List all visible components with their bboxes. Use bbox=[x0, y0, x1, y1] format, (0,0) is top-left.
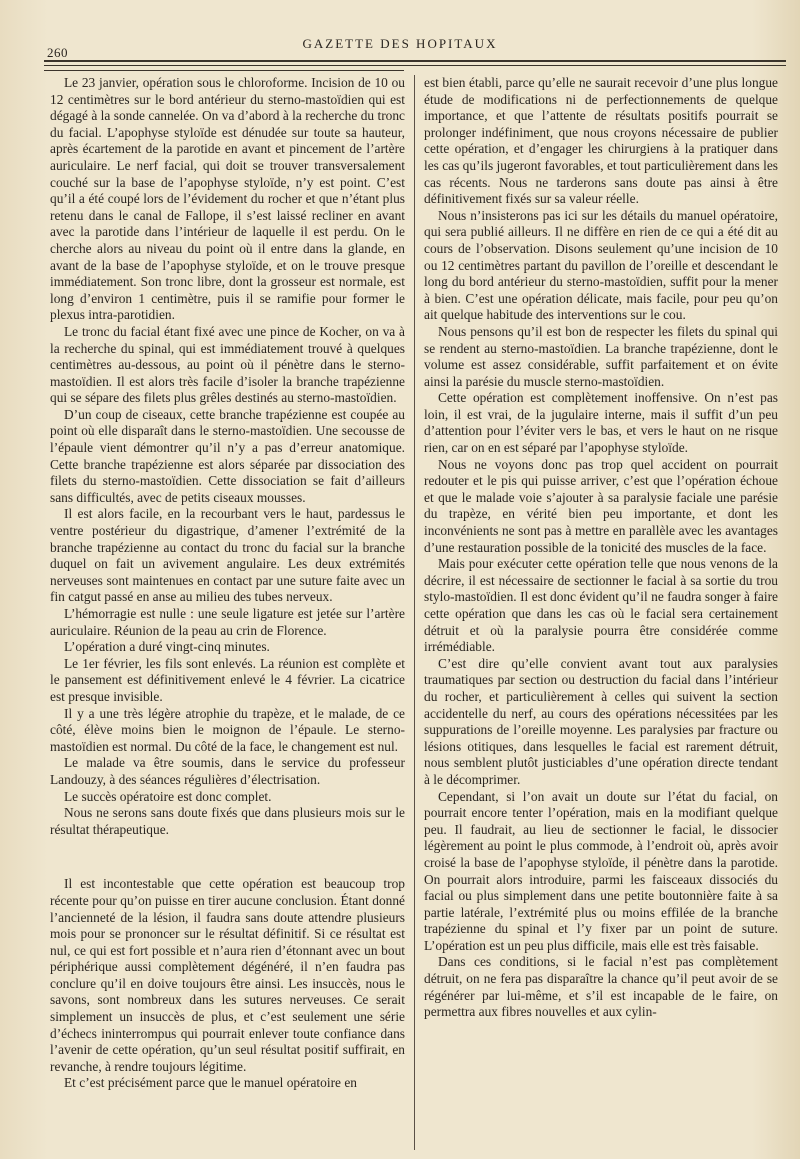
paragraph: Il est alors facile, en la recourbant vers le haut, pardessus le ventre postérieur du digastrique, d’amener l’extrémité de la branche trapézienne au contact du tronc du facial sur la branche duquel on fait un avivement angulaire. Les deux extrémités nerveuses sont maintenues en contact par une suture faite avec un fin catgut passé en anse au milieu des tubes nerveux. bbox=[50, 506, 405, 605]
paragraph: Le malade va être soumis, dans le service du professeur Landouzy, à des séances régulières d’électrisation. bbox=[50, 755, 405, 787]
paragraph: Le succès opératoire est donc complet. bbox=[64, 788, 272, 804]
paragraph: Le tronc du facial étant fixé avec une pince de Kocher, on va à la recherche du spinal, qui est immédiatement trouvé à quelques centimètres au-dessous, au point où il pénètre dans le sterno-mastoïdien. Il est alors très facile d’isoler la branche trapézienne qui se sépare des filets plus grêles destinés au sterno-mastoïdien. bbox=[50, 323, 405, 406]
journal-title: GAZETTE DES HOPITAUX bbox=[302, 36, 498, 51]
paragraph: Le 23 janvier, opération sous le chloroforme. Incision de 10 ou 12 centimètres sur le bord antérieur du sterno-mastoïdien qui est dégagé à la sonde cannelée. On va d’abord à la recherche du tronc du facial. L’apophyse styloïde est dénudée sur toute sa hauteur, après écartement de la parotide en avant et pincement de l’artère auriculaire. Le nerf facial, qui doit se trouver transversalement couché sur la base de l’apophyse styloïde, n’y est point. C’est qu’il a été coupé lors de l’évidement du rocher et que n’étant plus retenu dans le canal de Fallope, il s’est laissé recliner en avant avec la parotide dans l’intérieur de laquelle il est perdu. On le cherche alors au niveau du point où il entre dans la glande, en avant de la base de l’apophyse styloïde, et on le trouve presque immédiatement. Son tronc libre, dont la grosseur est normale, est long d’environ 1 centimètre, puis il se ramifie pour former le plexus intra-parotidien. bbox=[50, 75, 405, 323]
column-separator bbox=[414, 75, 415, 1150]
header-rule-thin bbox=[44, 65, 786, 66]
paragraph: D’un coup de ciseaux, cette branche trapézienne est coupée au point où elle disparaît dans le sterno-mastoïdien. Une secousse de l’épaule vient démontrer qu’il n’y a pas d’erreur anatomique. Cette branche trapézienne est alors séparée par dissociation des filets du sterno-mastoïdien. Cette dissociation se fait d’ailleurs sans difficultés, avec de petits ciseaux mousses. bbox=[50, 406, 405, 505]
header-rule bbox=[44, 60, 786, 62]
paragraph: Il y a une très légère atrophie du trapèze, et le malade, de ce côté, élève moins bien le moignon de l’épaule. Le sterno-mastoïdien est normal. Du côté de la face, le changement est nul. bbox=[50, 705, 405, 754]
right-column bbox=[424, 75, 778, 1021]
page-number: 260 bbox=[47, 45, 68, 60]
paragraph: L’opération a duré vingt-cinq minutes. bbox=[64, 639, 270, 655]
paragraph: Nous ne voyons donc pas trop quel accident on pourrait redouter et le pis qui puisse arriver, c’est que l’opération échoue et que le malade voie s’ajouter à sa paralysie faciale une parésie du trapèze, en vérité bien peu importante, et dont les inconvénients ne sont pas à mettre en parallèle avec les avantages d’une restauration possible de la tonicité des muscles de la face. bbox=[424, 456, 778, 555]
paragraph: Nous pensons qu’il est bon de respecter les filets du spinal qui se rendent au sterno-mastoïdien. La branche trapézienne, dont le volume est assez considérable, suffit parfaitement et on évite ainsi la parésie du muscle sterno-mastoïdien. bbox=[424, 323, 778, 389]
column-top-rule bbox=[44, 70, 404, 71]
paragraph: Dans ces conditions, si le facial n’est pas complètement détruit, on ne fera pas disparaître la chance qu’il peut avoir de se régénérer par lui-même, et s’il est incapable de le faire, on permettra aux fibres nouvelles et aux cylin- bbox=[424, 954, 778, 1020]
paragraph: Le 1er février, les fils sont enlevés. La réunion est complète et le pansement est définitivement enlevé le 4 février. La cicatrice est presque invisible. bbox=[50, 655, 405, 704]
paragraph: Nous n’insisterons pas ici sur les détails du manuel opératoire, qui sera publié ailleurs. Il ne diffère en rien de ce qui a été dit au cours de l’observation. Disons seulement qu’une incision de 10 ou 12 centimètres partant du pavillon de l’oreille et descendant le long du bord antérieur du sterno-mastoïdien, suffit pour la mener à bien. C’est une opération délicate, mais facile, pour peu qu’on ait quelque habitude des interventions sur le cou. bbox=[424, 207, 778, 323]
paragraph: Et c’est précisément parce que le manuel opératoire en bbox=[64, 1075, 357, 1091]
paragraph: Cependant, si l’on avait un doute sur l’état du facial, on pourrait encore tenter l’opération, mais en la modifiant quelque peu. Il faudrait, au lieu de sectionner le facial, le dissocier légèrement au point le plus commode, à l’endroit où, après avoir croisé la base de l’apophyse styloïde, il pénètre dans la parotide. On pourrait alors introduire, parmi les faisceaux dissociés du facial ou plus simplement dans une petite boutonnière faite à sa partie latérale, l’extrémité plus ou moins effilée de la branche trapézienne du spinal et l’y fixer par un point de suture. L’opération est un peu plus difficile, mais elle est très faisable. bbox=[424, 788, 778, 953]
paragraph: L’hémorragie est nulle : une seule ligature est jetée sur l’artère auriculaire. Réunion de la peau au crin de Florence. bbox=[50, 606, 405, 638]
paragraph: est bien établi, parce qu’elle ne saurait recevoir d’une plus longue étude de modifications ni de perfectionnements de quelque importance, et que l’attente de résultats positifs pourrait se prolonger indéfiniment, que nous croyons nécessaire de publier cette opération, et d’engager les chirurgiens à la pratiquer dans les cas qu’ils jugeront favorables, et tout particulièrement dans les cas récents. Nous ne tarderons sans doute pas ainsi à être définitivement fixés sur sa valeur réelle. bbox=[424, 75, 778, 207]
paragraph: C’est dire qu’elle convient avant tout aux paralysies traumatiques par section ou destruction du facial dans l’intérieur du rocher, et particulièrement à celles qui suivent la section accidentelle du nerf, au cours des opérations nécessitées par les suppurations de l’oreille moyenne. Les paralysies par fracture ou lésions otitiques, dans lesquelles le facial est rarement détruit, nous semblent plutôt justiciables d’une opération directe tendant à le décomprimer. bbox=[424, 655, 778, 787]
paragraph: Il est incontestable que cette opération est beaucoup trop récente pour qu’on puisse en tirer aucune conclusion. Étant donné l’ancienneté de la lésion, il faudra sans doute attendre plusieurs mois pour se prononcer sur le résultat définitif. Si ce résultat est nul, ce qui est fort possible et n’aura rien d’étonnant avec un bout périphérique aussi complètement dégénéré, il n’en faudra pas conclure qu’il en doive toujours être ainsi. Les insuccès, nous le savons, sont nombreux dans les sutures nerveuses. Ce serait simplement un insuccès de plus, et c’est seulement une série d’échecs ininterrompus qui pourrait enlever toute confiance dans l’avenir de cette opération, qu’un seul résultat positif suffirait, en revanche, à rendre toujours légitime. bbox=[50, 876, 405, 1074]
paragraph: Mais pour exécuter cette opération telle que nous venons de la décrire, il est nécessaire de sectionner le facial à sa sortie du trou stylo-mastoïdien. Il est donc évident qu’il ne faudra songer à faire cette opération que dans les cas où le facial sera certainement détruit et où la paralysie pourra être considérée comme irrémédiable. bbox=[424, 556, 778, 655]
left-column bbox=[50, 75, 405, 1092]
paragraph: Nous ne serons sans doute fixés que dans plusieurs mois sur le résultat thérapeutique. bbox=[50, 805, 405, 837]
paragraph: Cette opération est complètement inoffensive. On n’est pas loin, il est vrai, de la jugulaire interne, mais il suffit d’un peu d’attention pour l’éviter vers le bas, et vers le haut on ne risque rien, car on en est séparé par l’apophyse styloïde. bbox=[424, 390, 778, 456]
